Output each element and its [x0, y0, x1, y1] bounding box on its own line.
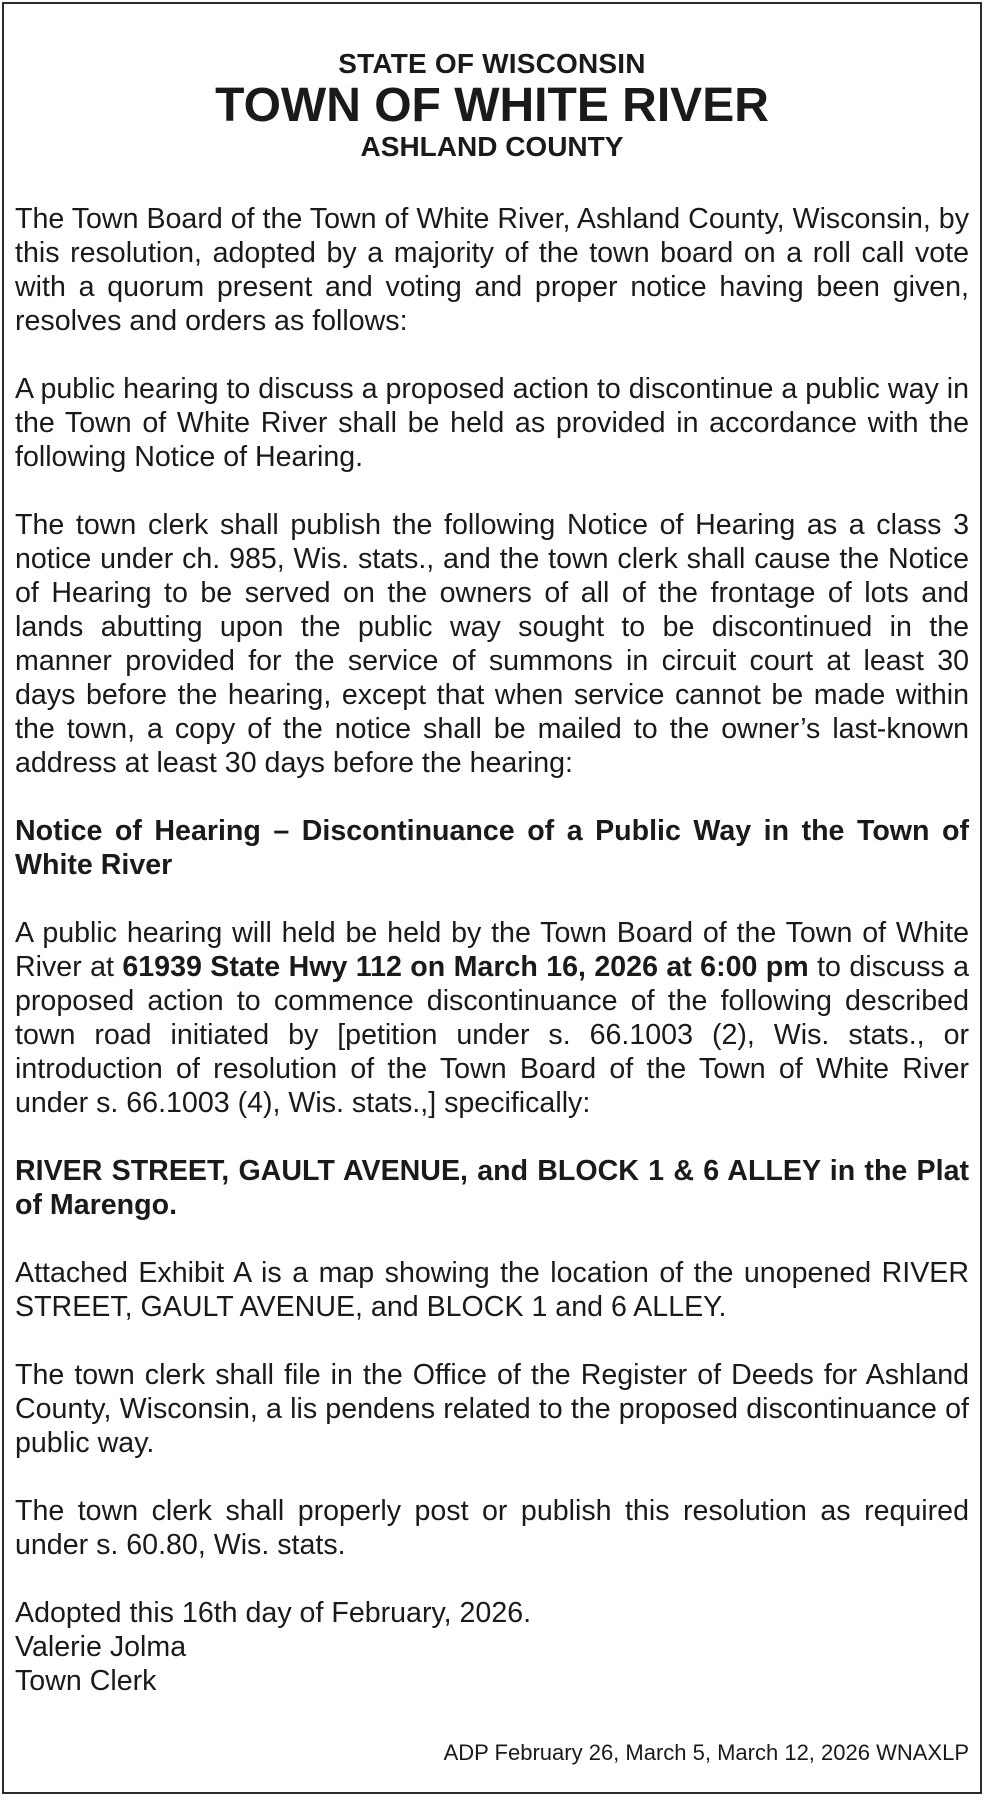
notice-of-hearing-heading: Notice of Hearing – Discontinuance of a Public Way in the Town of White River [15, 815, 969, 881]
resolution-intro-paragraph: The Town Board of the Town of White River, Ashland County, Wisconsin, by this resolution, adopted by a majority of the town board on a roll call vote with a quorum present and voting and proper notice having been given, resolves and orders as follows: [15, 203, 969, 337]
streets-description: RIVER STREET, GAULT AVENUE, and BLOCK 1 & 6 ALLEY in the Plat of Marengo. [15, 1155, 969, 1221]
signature-block [15, 1596, 969, 1698]
county-heading: ASHLAND COUNTY [360, 131, 624, 162]
legal-notice [2, 2, 982, 1794]
town-heading: TOWN OF WHITE RIVER [215, 79, 769, 132]
notice-body [15, 202, 969, 1698]
hearing-details-paragraph [15, 916, 969, 1120]
publish-notice-paragraph: The town clerk shall publish the following Notice of Hearing as a class 3 notice under ch. 985, Wis. stats., and the town clerk shall cause the Notice of Hearing to be served on the owners of all of the frontage of lots and lands abutting upon the public way sought to be discontinued in the manner provided for the service of summons in circuit court at least 30 days before the hearing, except that when service cannot be made within the town, a copy of the notice shall be mailed to the owner’s last-known address at least 30 days before the hearing: [15, 509, 969, 779]
exhibit-paragraph: Attached Exhibit A is a map showing the location of the unopened RIVER STREET, GAULT AVENUE, and BLOCK 1 and 6 ALLEY. [15, 1257, 969, 1323]
clerk-name: Valerie Jolma [15, 1631, 187, 1663]
hearing-location-date: 61939 State Hwy 112 on March 16, 2026 at 6:00 pm [122, 951, 809, 983]
clerk-title: Town Clerk [15, 1665, 157, 1697]
notice-header [4, 50, 980, 161]
hearing-details-text-start: A public hearing will held be held by the Town Board of the Town of White River at [15, 917, 969, 983]
post-publish-paragraph: The town clerk shall properly post or publish this resolution as required under s. 60.80, Wis. stats. [15, 1495, 969, 1561]
public-hearing-paragraph: A public hearing to discuss a proposed action to discontinue a public way in the Town of White River shall be held as provided in accordance with the following Notice of Hearing. [15, 373, 969, 473]
state-heading: STATE OF WISCONSIN [338, 48, 646, 79]
adopted-date: Adopted this 16th day of February, 2026. [15, 1597, 532, 1629]
hearing-details-text-end: to discuss a proposed action to commence discontinuance of the following described town road initiated by [petition under s. 66.1003 (2), Wis. stats., or introduction of resolution of the Town Board of the Town of White River under s. 66.1003 (4), Wis. stats.,] specifically: [15, 951, 969, 1119]
publication-footer: ADP February 26, March 5, March 12, 2026 WNAXLP [443, 1740, 969, 1765]
lis-pendens-paragraph: The town clerk shall file in the Office of the Register of Deeds for Ashland County, Wisconsin, a lis pendens related to the proposed discontinuance of public way. [15, 1359, 969, 1459]
